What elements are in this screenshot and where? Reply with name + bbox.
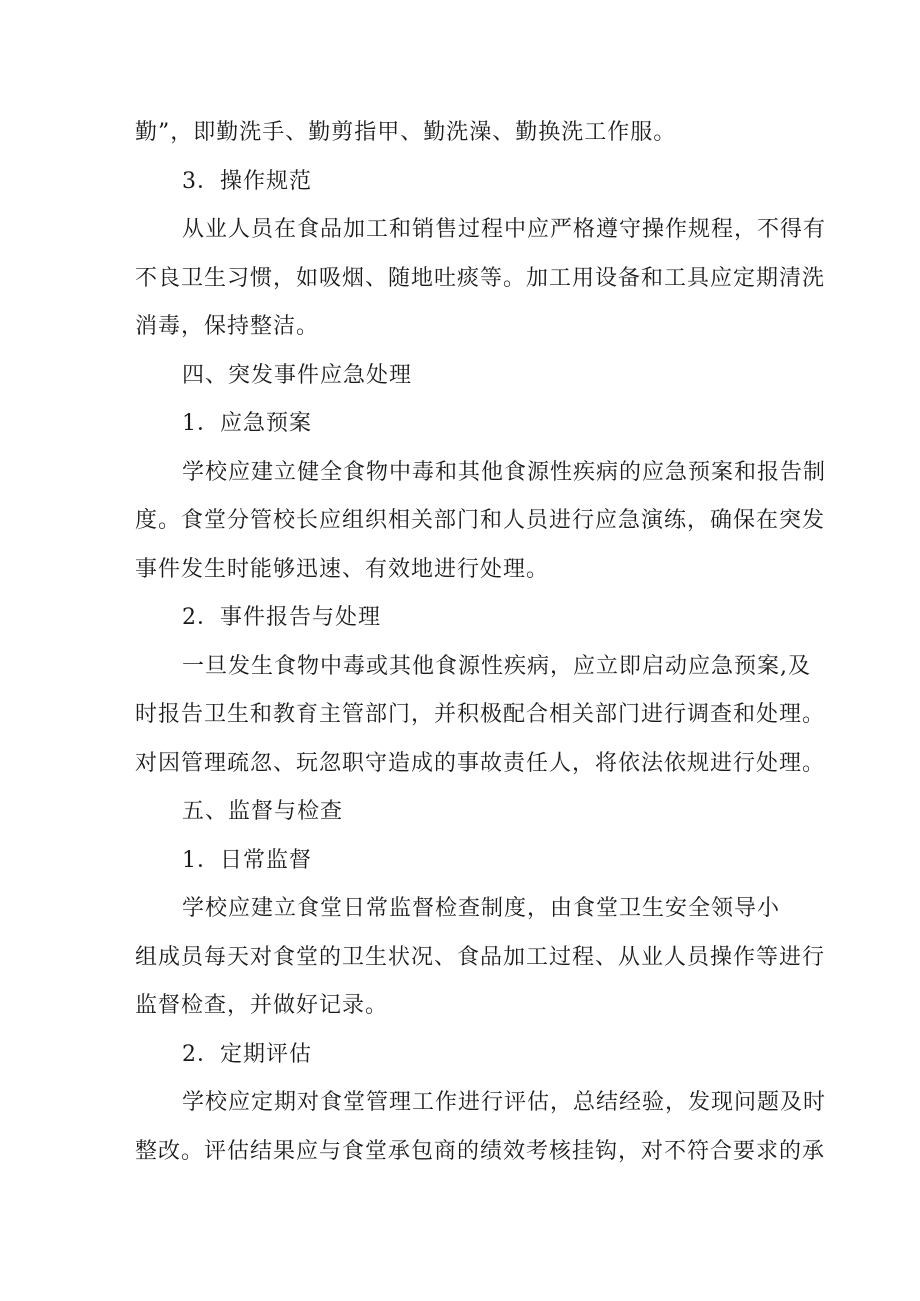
body-text-line: 监督检查，并做好记录。 — [135, 993, 389, 1018]
body-text-line: 勤”，即勤洗手、勤剪指甲、勤洗澡、勤换洗工作服。 — [135, 120, 677, 145]
body-text-line: 消毒，保持整洁。 — [135, 314, 320, 339]
section-heading: 四、突发事件应急处理 — [182, 363, 413, 388]
body-text-line: 对因管理疏忽、玩忽职守造成的事故责任人，将依法依规进行处理。 — [135, 751, 826, 776]
body-text-line: 一旦发生食物中毒或其他食源性疾病，应立即启动应急预案,及 — [182, 654, 811, 679]
subsection-heading: 3．操作规范 — [182, 169, 312, 194]
body-text-line: 整改。评估结果应与食堂承包商的绩效考核挂钩，对不符合要求的承 — [135, 1139, 826, 1164]
subsection-heading: 2．事件报告与处理 — [182, 605, 381, 630]
body-text-line: 从业人员在食品加工和销售过程中应严格遵守操作规程，不得有 — [182, 217, 827, 242]
body-text-line: 时报告卫生和教育主管部门，并积极配合相关部门进行调查和处理。 — [135, 702, 826, 727]
body-text-line: 事件发生时能够迅速、有效地进行处理。 — [135, 557, 550, 582]
body-text-line: 度。食堂分管校长应组织相关部门和人员进行应急演练，确保在突发 — [135, 508, 826, 533]
body-text-line: 不良卫生习惯，如吸烟、随地吐痰等。加工用设备和工具应定期清洗 — [135, 266, 826, 291]
body-text-line: 学校应建立健全食物中毒和其他食源性疾病的应急预案和报告制 — [182, 460, 827, 485]
section-heading: 五、监督与检查 — [182, 799, 344, 824]
subsection-heading: 1．日常监督 — [182, 848, 312, 873]
body-text-line: 学校应定期对食堂管理工作进行评估，总结经验，发现问题及时 — [182, 1090, 827, 1115]
body-text-line: 组成员每天对食堂的卫生状况、食品加工过程、从业人员操作等进行 — [135, 945, 826, 970]
body-text-line: 学校应建立食堂日常监督检查制度，由食堂卫生安全领导小 — [182, 896, 781, 921]
subsection-heading: 2．定期评估 — [182, 1042, 312, 1067]
subsection-heading: 1．应急预案 — [182, 411, 312, 436]
